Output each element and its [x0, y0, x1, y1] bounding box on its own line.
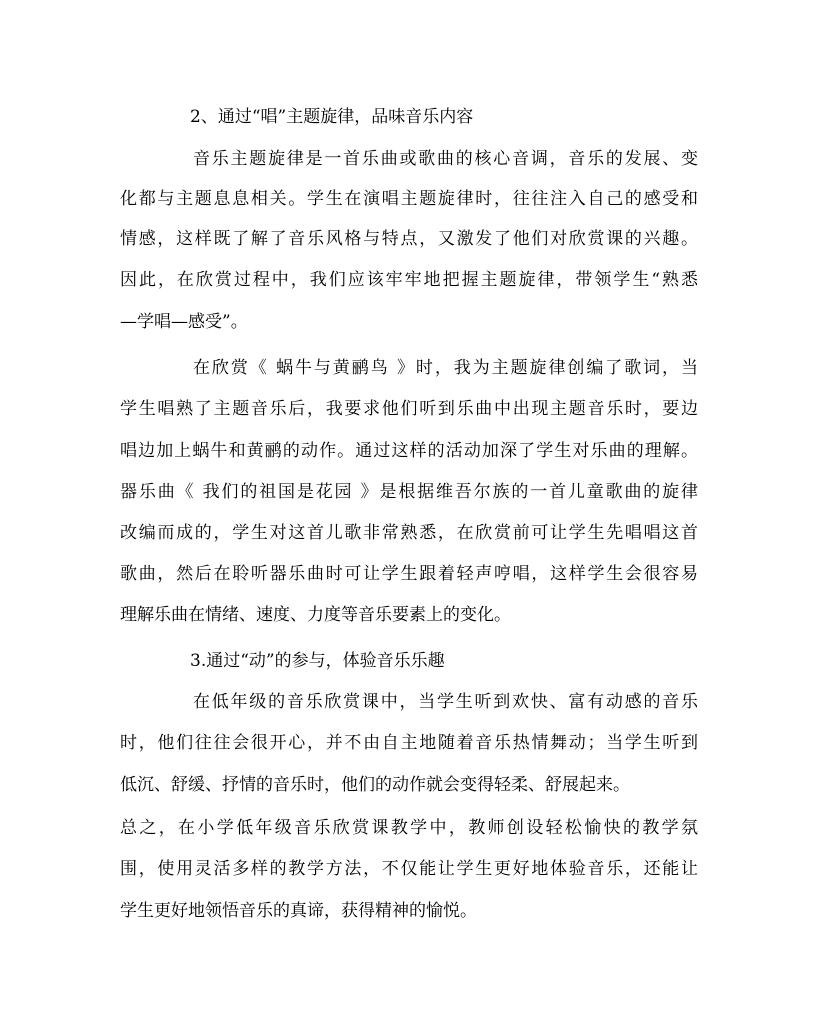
paragraph-2-line-5: 改编而成的，学生对这首儿歌非常熟悉，在欣赏前可让学生先唱唱这首 — [120, 523, 698, 543]
paragraph-2-line-3: 唱边加上蜗牛和黄鹂的动作。通过这样的活动加深了学生对乐曲的理解。 — [120, 441, 698, 461]
paragraph-3-line-2: 时，他们往往会很开心，并不由自主地随着音乐热情舞动；当学生听到 — [120, 733, 698, 753]
paragraph-1-line-1: 音乐主题旋律是一首乐曲或歌曲的核心音调，音乐的发展、变 — [193, 149, 698, 169]
paragraph-1-line-2: 化都与主题息息相关。学生在演唱主题旋律时，往往注入自己的感受和 — [120, 189, 698, 209]
section-heading-3: 3.通过“动”的参与，体验音乐乐趣 — [190, 651, 445, 671]
paragraph-2-line-2: 学生唱熟了主题音乐后，我要求他们听到乐曲中出现主题音乐时，要边 — [120, 399, 698, 419]
paragraph-1-line-5: —学唱—感受”。 — [120, 312, 248, 332]
paragraph-2-line-6: 歌曲，然后在聆听器乐曲时可让学生跟着轻声哼唱，这样学生会很容易 — [120, 564, 698, 584]
paragraph-4-line-2: 围，使用灵活多样的教学方法，不仅能让学生更好地体验音乐，还能让 — [120, 859, 698, 879]
paragraph-1-line-3: 情感，这样既了解了音乐风格与特点，又激发了他们对欣赏课的兴趣。 — [120, 229, 698, 249]
paragraph-2-line-7: 理解乐曲在情绪、速度、力度等音乐要素上的变化。 — [120, 605, 511, 625]
paragraph-4-line-3: 学生更好地领悟音乐的真谛，获得精神的愉悦。 — [120, 901, 477, 921]
paragraph-3-line-1: 在低年级的音乐欣赏课中，当学生听到欢快、富有动感的音乐 — [193, 692, 698, 712]
section-heading-2: 2、通过“唱”主题旋律，品味音乐内容 — [190, 107, 474, 127]
paragraph-2-line-1: 在欣赏《 蜗牛与黄鹂鸟 》时，我为主题旋律创编了歌词，当 — [193, 358, 698, 378]
paragraph-4-line-1: 总之，在小学低年级音乐欣赏课教学中，教师创设轻松愉快的教学氛 — [120, 818, 698, 838]
paragraph-1-line-4: 因此，在欣赏过程中，我们应该牢牢地把握主题旋律，带领学生“熟悉 — [120, 270, 698, 290]
paragraph-2-line-4: 器乐曲《 我们的祖国是花园 》是根据维吾尔族的一首儿童歌曲的旋律 — [120, 482, 698, 502]
paragraph-3-line-3: 低沉、舒缓、抒情的音乐时，他们的动作就会变得轻柔、舒展起来。 — [120, 775, 630, 795]
